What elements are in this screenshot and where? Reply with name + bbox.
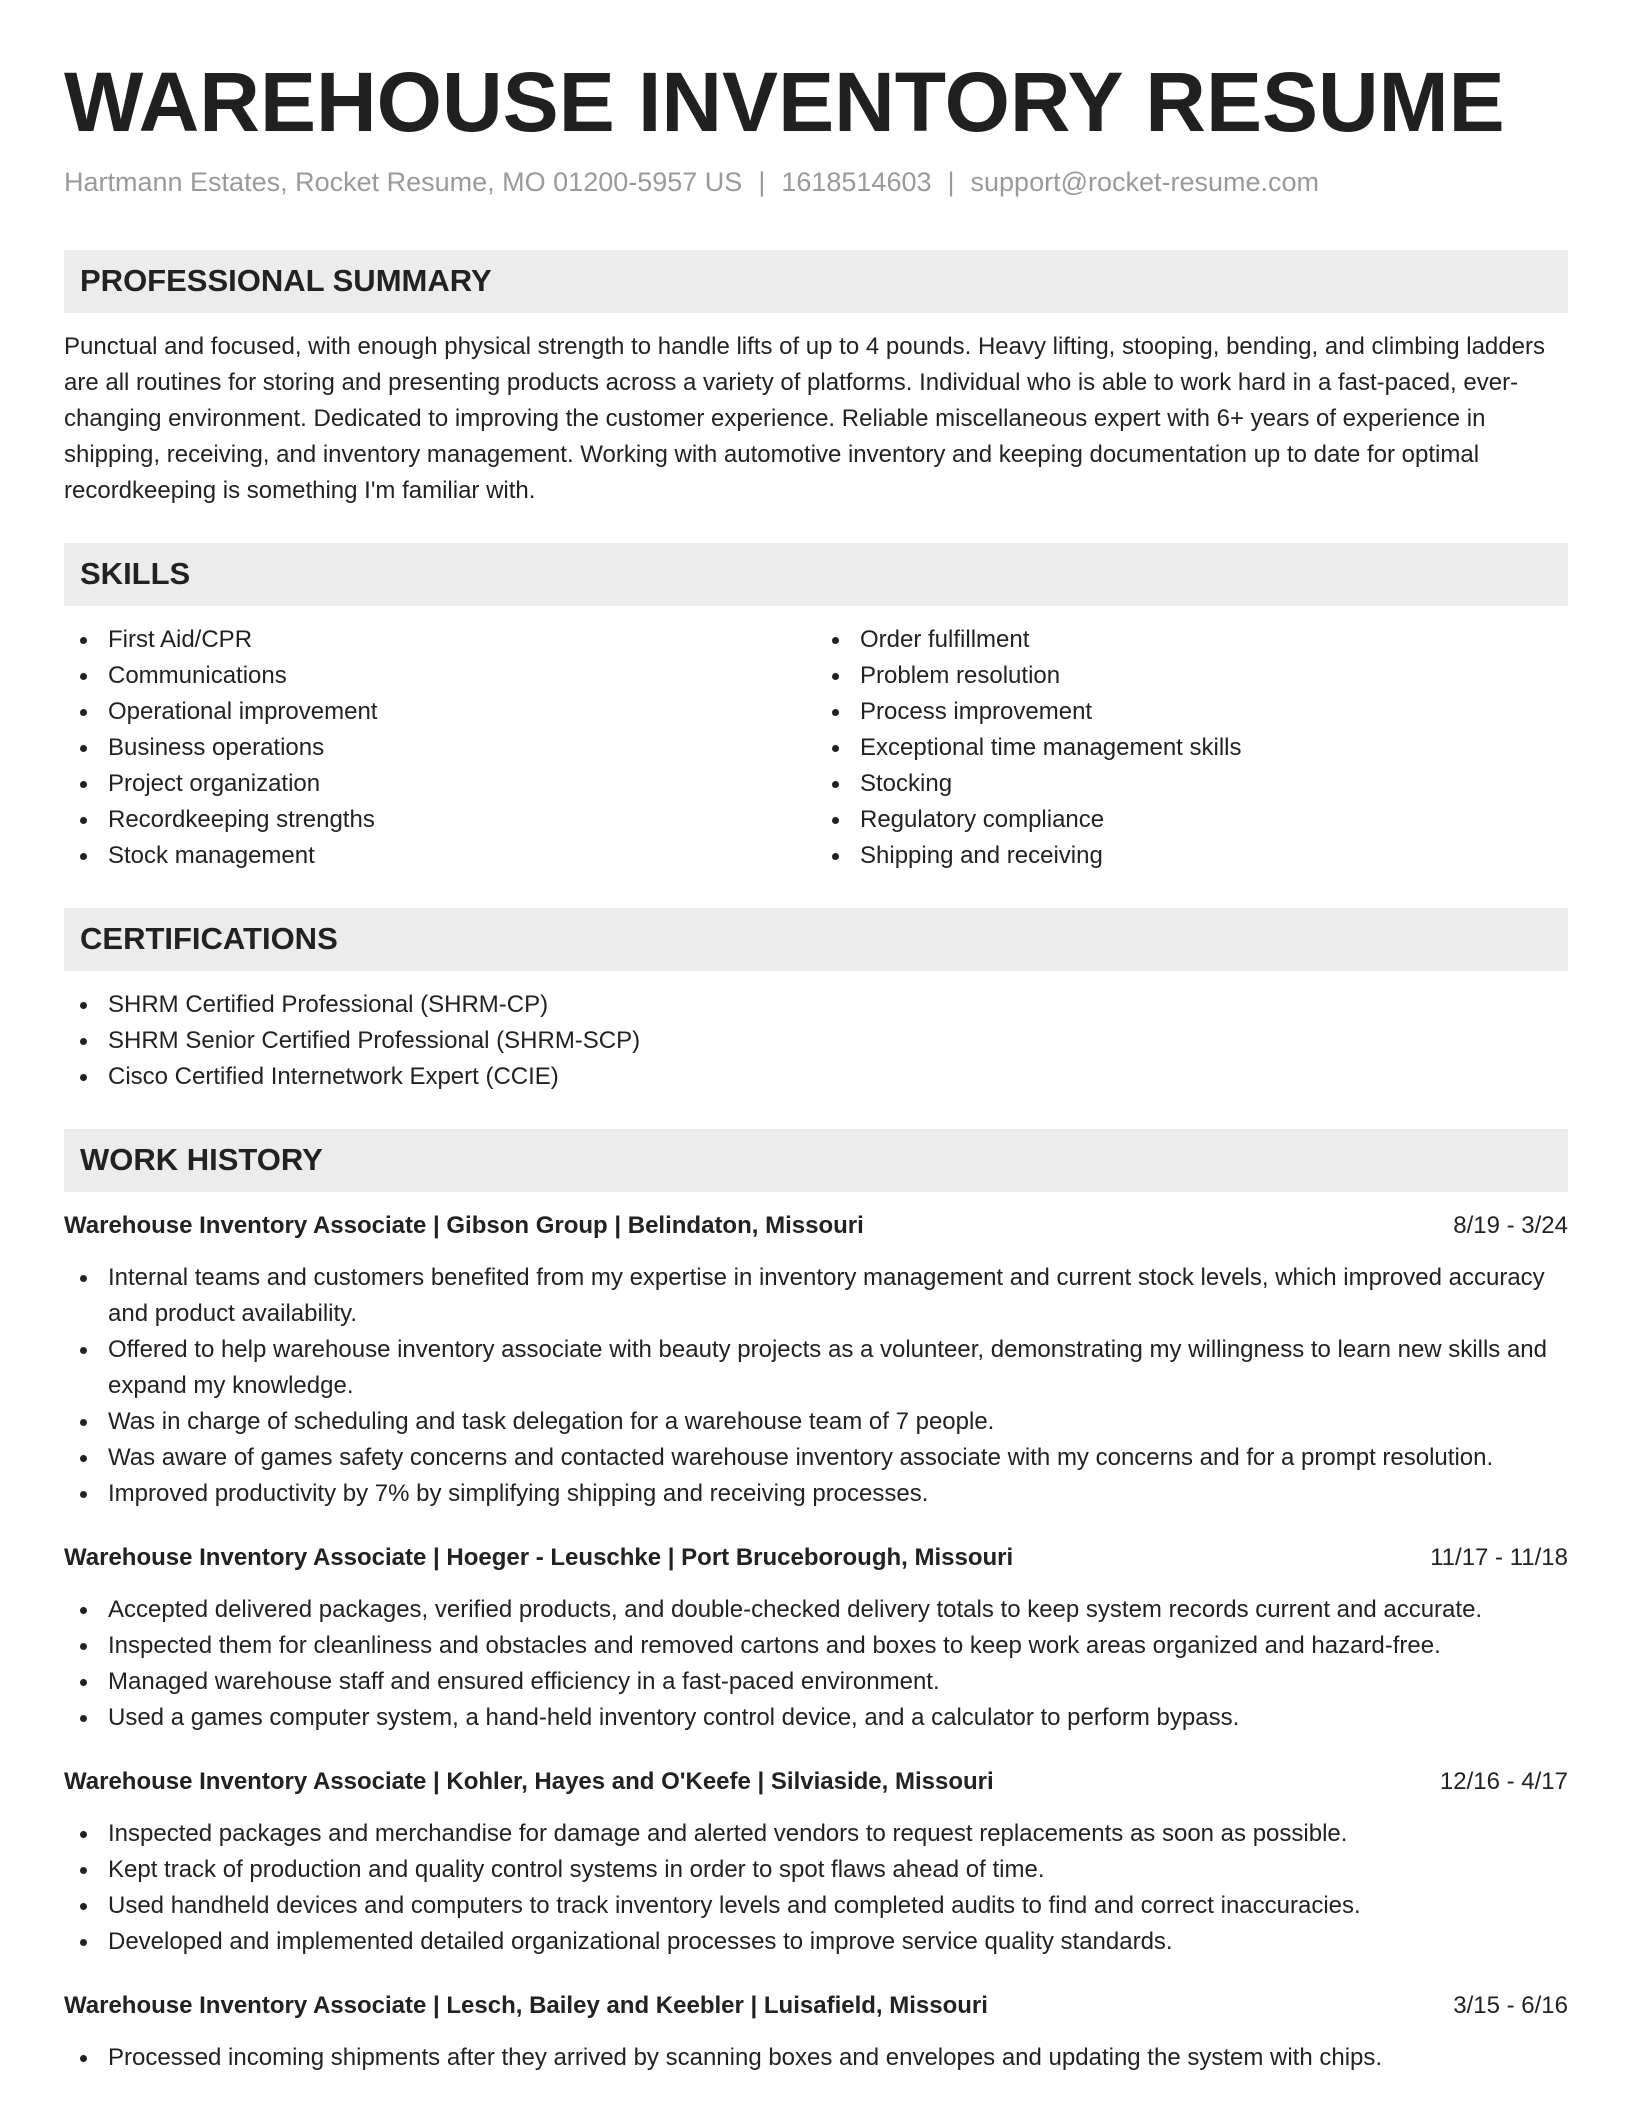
contact-separator: |: [758, 166, 766, 197]
certification-item: SHRM Certified Professional (SHRM-CP): [64, 987, 1568, 1023]
job-bullet: Managed warehouse staff and ensured efficiency in a fast-paced environment.: [64, 1664, 1568, 1700]
job-bullet: Inspected packages and merchandise for damage and alerted vendors to request replacements as soon as possible.: [64, 1816, 1568, 1852]
skill-item: First Aid/CPR: [64, 622, 816, 658]
contact-separator: |: [947, 166, 955, 197]
job-bullets: [64, 1816, 1568, 1960]
job-bullets: [64, 1260, 1568, 1512]
skill-item: Regulatory compliance: [816, 802, 1568, 838]
skill-item: Operational improvement: [64, 694, 816, 730]
skill-item: Exceptional time management skills: [816, 730, 1568, 766]
skill-item: Process improvement: [816, 694, 1568, 730]
job-dates: 3/15 - 6/16: [1453, 1991, 1568, 2019]
skills-column-left: [64, 622, 816, 874]
job-bullets: [64, 2040, 1568, 2076]
job-bullet: Was in charge of scheduling and task delegation for a warehouse team of 7 people.: [64, 1404, 1568, 1440]
skill-item: Problem resolution: [816, 658, 1568, 694]
job-bullet: Improved productivity by 7% by simplifying shipping and receiving processes.: [64, 1476, 1568, 1512]
section-heading-work-history: WORK HISTORY: [64, 1129, 1568, 1192]
job-entry: [64, 1540, 1568, 1736]
certification-item: SHRM Senior Certified Professional (SHRM-SCP): [64, 1023, 1568, 1059]
job-bullet: Processed incoming shipments after they arrived by scanning boxes and envelopes and updating the system with chips.: [64, 2040, 1568, 2076]
job-bullet: Inspected them for cleanliness and obstacles and removed cartons and boxes to keep work areas organized and hazard-free.: [64, 1628, 1568, 1664]
job-title: Warehouse Inventory Associate | Kohler, Hayes and O'Keefe | Silviaside, Missouri: [64, 1767, 994, 1795]
contact-address: Hartmann Estates, Rocket Resume, MO 01200-5957 US: [64, 166, 743, 197]
job-title: Warehouse Inventory Associate | Hoeger - Leuschke | Port Bruceborough, Missouri: [64, 1543, 1014, 1571]
contact-phone: 1618514603: [781, 166, 932, 197]
job-entry: [64, 1208, 1568, 1512]
certifications-list: [64, 987, 1568, 1095]
job-entry: [64, 1764, 1568, 1960]
job-bullets: [64, 1592, 1568, 1736]
section-heading-certifications: CERTIFICATIONS: [64, 908, 1568, 971]
job-bullet: Offered to help warehouse inventory associate with beauty projects as a volunteer, demonstrating my willingness to learn new skills and expand my knowledge.: [64, 1332, 1568, 1404]
skills-list: [64, 622, 1568, 874]
resume-title: WAREHOUSE INVENTORY RESUME: [64, 55, 1505, 149]
skill-item: Project organization: [64, 766, 816, 802]
work-history-list: [64, 1208, 1568, 2076]
job-header: [64, 1208, 1568, 1244]
section-heading-summary: PROFESSIONAL SUMMARY: [64, 250, 1568, 313]
job-title: Warehouse Inventory Associate | Lesch, Bailey and Keebler | Luisafield, Missouri: [64, 1991, 988, 2019]
certification-item: Cisco Certified Internetwork Expert (CCIE): [64, 1059, 1568, 1095]
job-bullet: Kept track of production and quality control systems in order to spot flaws ahead of time.: [64, 1852, 1568, 1888]
skill-item: Shipping and receiving: [816, 838, 1568, 874]
job-dates: 8/19 - 3/24: [1453, 1211, 1568, 1239]
job-bullet: Developed and implemented detailed organizational processes to improve service quality standards.: [64, 1924, 1568, 1960]
job-title: Warehouse Inventory Associate | Gibson Group | Belindaton, Missouri: [64, 1211, 864, 1239]
skill-item: Communications: [64, 658, 816, 694]
job-header: [64, 1540, 1568, 1576]
contact-line: [64, 165, 1568, 200]
job-entry: [64, 1988, 1568, 2076]
job-dates: 11/17 - 11/18: [1430, 1543, 1568, 1571]
job-header: [64, 1764, 1568, 1800]
skill-item: Recordkeeping strengths: [64, 802, 816, 838]
skill-item: Order fulfillment: [816, 622, 1568, 658]
job-bullet: Was aware of games safety concerns and contacted warehouse inventory associate with my concerns and for a prompt resolution.: [64, 1440, 1568, 1476]
contact-email: support@rocket-resume.com: [970, 166, 1320, 197]
job-bullet: Used a games computer system, a hand-held inventory control device, and a calculator to perform bypass.: [64, 1700, 1568, 1736]
skill-item: Business operations: [64, 730, 816, 766]
section-heading-skills: SKILLS: [64, 543, 1568, 606]
job-dates: 12/16 - 4/17: [1439, 1767, 1568, 1795]
job-bullet: Accepted delivered packages, verified products, and double-checked delivery totals to keep system records current and accurate.: [64, 1592, 1568, 1628]
job-bullet: Used handheld devices and computers to track inventory levels and completed audits to find and correct inaccuracies.: [64, 1888, 1568, 1924]
job-header: [64, 1988, 1568, 2024]
skill-item: Stock management: [64, 838, 816, 874]
skill-item: Stocking: [816, 766, 1568, 802]
job-bullet: Internal teams and customers benefited from my expertise in inventory management and current stock levels, which improved accuracy and product availability.: [64, 1260, 1568, 1332]
summary-text: Punctual and focused, with enough physical strength to handle lifts of up to 4 pounds. Heavy lifting, stooping, bending, and climbing ladders are all routines for storing and presenting products across a variety of platforms. Individual who is able to work hard in a fast-paced, ever-changing environment. Dedicated to improving the customer experience. Reliable miscellaneous expert with 6+ years of experience in shipping, receiving, and inventory management. Working with automotive inventory and keeping documentation up to date for optimal recordkeeping is something I'm familiar with.: [64, 332, 1545, 504]
skills-column-right: [816, 622, 1568, 874]
